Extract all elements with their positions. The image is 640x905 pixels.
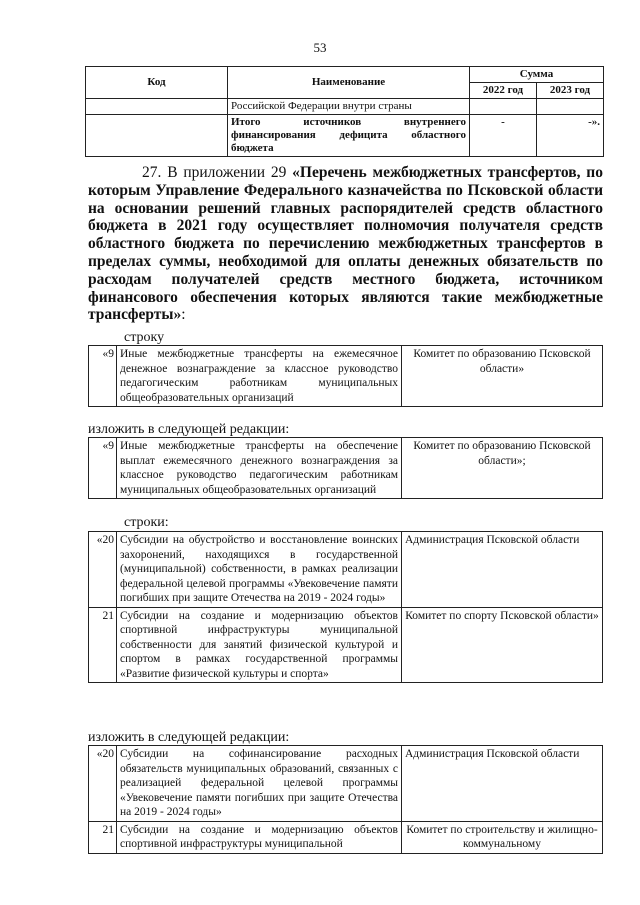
row-number: «20 (89, 746, 117, 822)
row-number: 21 (89, 821, 117, 853)
table-new-row-9 (88, 437, 603, 499)
page-number: 53 (313, 40, 327, 55)
row-name: Итого источников внутреннего финансирования дефицита областного бюджета (228, 115, 470, 157)
row-2022 (470, 99, 537, 115)
row-text: Субсидии на создание и модернизацию объектов спортивной инфраструктуры муниципальной собственности для занятий физической культурой и спортом в рамках государственной программы «Развитие физической культуры и спорта» (117, 607, 402, 683)
row-organization: Администрация Псковской области (402, 746, 603, 822)
label-stroki: строки: (124, 515, 169, 530)
table-row (89, 438, 603, 499)
row-number: «20 (89, 532, 117, 608)
table-old-rows-20-21 (88, 531, 603, 683)
row-2023 (537, 99, 604, 115)
col-2022-header: 2022 год (470, 83, 537, 99)
row-2023: -». (537, 115, 604, 157)
col-2023-header: 2023 год (537, 83, 604, 99)
table-row (86, 115, 604, 157)
paragraph-bold-title: «Перечень межбюджетных трансфертов, по которым Управление Федерального казначейства по Псковской области на основании решений главных распорядителей средств областного бюджета в 2021 году осуществляет полномочия получателя средств областного бюджета по перечислению межбюджетных трансфертов в пределах суммы, необходимой для оплаты денежных обязательств по расходам получателей средств местного бюджета, источником финансового обеспечения которых являются такие межбюджетные трансферты» (88, 164, 603, 324)
table-row (89, 746, 603, 822)
row-text: Субсидии на софинансирование расходных обязательств муниципальных образований, связанных с реализацией федеральной целевой программы «Увековечение памяти погибших при защите Отечества на 2019 - 2024 годы» (117, 746, 402, 822)
row-name: Российской Федерации внутри страны (228, 99, 470, 115)
table-row (89, 821, 603, 853)
row-organization: Комитет по образованию Псковской области» (402, 346, 603, 407)
row-code (86, 115, 228, 157)
row-number: 21 (89, 607, 117, 683)
col-sum-header: Сумма (470, 67, 604, 83)
row-organization: Комитет по спорту Псковской области» (402, 607, 603, 683)
label-izlozhit-2: изложить в следующей редакции: (88, 730, 290, 745)
paragraph-27 (88, 164, 603, 324)
table-new-rows-20-21 (88, 745, 603, 854)
table-row (89, 532, 603, 608)
table-row (89, 607, 603, 683)
row-organization: Комитет по строительству и жилищно-коммунальному (402, 821, 603, 853)
row-code (86, 99, 228, 115)
paragraph-lead: 27. В приложении 29 (142, 164, 293, 181)
row-text: Иные межбюджетные трансферты на ежемесячное денежное вознаграждение за классное руководство педагогическим работникам муниципальных общеобразовательных организаций (117, 346, 402, 407)
label-stroku: строку (124, 330, 165, 345)
row-organization: Комитет по образованию Псковской области»; (402, 438, 603, 499)
label-izlozhit-1: изложить в следующей редакции: (88, 422, 290, 437)
row-number: «9 (89, 438, 117, 499)
table-row (86, 99, 604, 115)
row-number: «9 (89, 346, 117, 407)
table-old-row-9 (88, 345, 603, 407)
col-code-header: Код (86, 67, 228, 99)
sources-table (85, 66, 604, 157)
row-2022: - (470, 115, 537, 157)
paragraph-tail: : (181, 306, 186, 324)
row-text: Иные межбюджетные трансферты на обеспечение выплат ежемесячного денежного вознаграждения за классное руководство педагогическим работникам муниципальных общеобразовательных организаций (117, 438, 402, 499)
row-organization: Администрация Псковской области (402, 532, 603, 608)
row-text: Субсидии на создание и модернизацию объектов спортивной инфраструктуры муниципальной (117, 821, 402, 853)
col-name-header: Наименование (228, 67, 470, 99)
row-text: Субсидии на обустройство и восстановление воинских захоронений, находящихся в государственной (муниципальной) собственности, в рамках реализации федеральной целевой программы «Увековечение памяти погибших при защите Отечества на 2019 - 2024 годы» (117, 532, 402, 608)
table-row (89, 346, 603, 407)
